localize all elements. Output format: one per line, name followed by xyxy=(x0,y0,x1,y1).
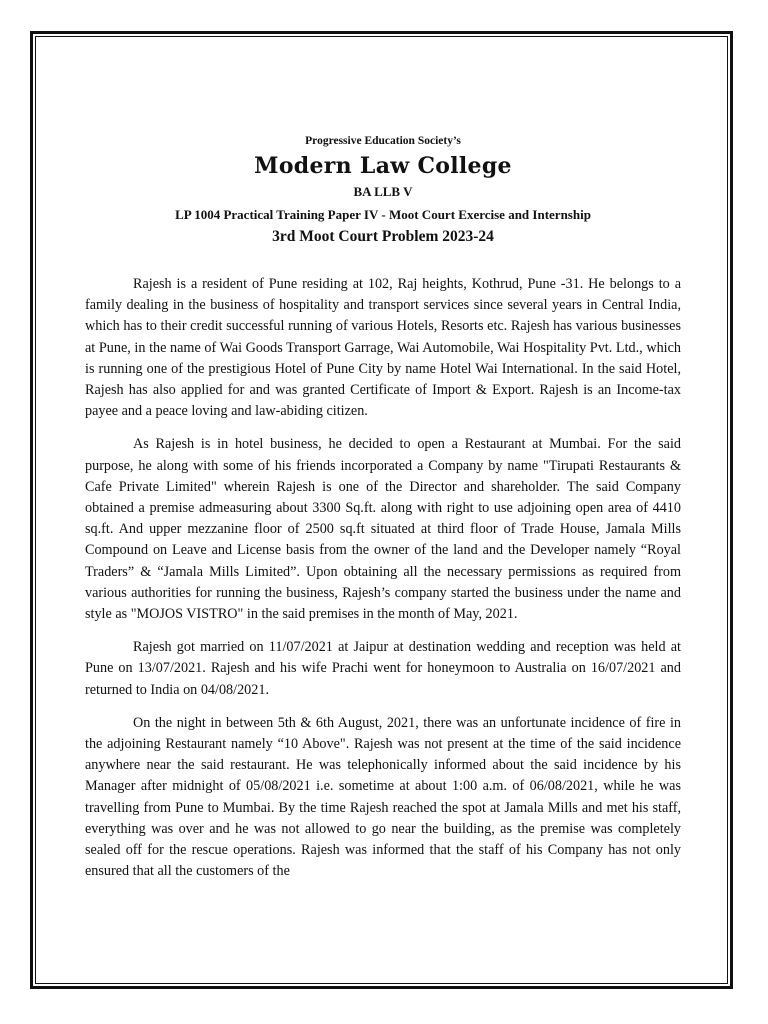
problem-title: 3rd Moot Court Problem 2023-24 xyxy=(272,228,494,245)
society-name: Progressive Education Society’s xyxy=(305,135,461,147)
document-header xyxy=(85,135,681,246)
paper-title: LP 1004 Practical Training Paper IV - Moot Court Exercise and Internship xyxy=(175,207,591,222)
document-content xyxy=(85,135,681,894)
paragraph-4: On the night in between 5th & 6th August, 2021, there was an unfortunate incidence of fire in the adjoining Restaurant namely “10 Above". Rajesh was not present at the time of the said incidence anywhere near the said restaurant. He was telephonically informed about the said incidence by his Manager after midnight of 05/08/2021 i.e. sometime at about 1:00 a.m. of 06/08/2021, while he was travelling from Pune to Mumbai. By the time Rajesh reached the spot at Jamala Mills and met his staff, everything was over and he was not allowed to go near the building, as the premise was completely sealed off for the rescue operations. Rajesh was informed that the staff of his Company has not only ensured that all the customers of the xyxy=(85,714,681,880)
course-name: BA LLB V xyxy=(353,184,413,199)
paragraph-3: Rajesh got married on 11/07/2021 at Jaipur at destination wedding and reception was held at Pune on 13/07/2021. Rajesh and his wife Prachi went for honeymoon to Australia on 16/07/2021 and returned to India on 04/08/2021. xyxy=(85,639,681,698)
body-text xyxy=(85,274,681,882)
paragraph-2: As Rajesh is in hotel business, he decided to open a Restaurant at Mumbai. For the said purpose, he along with some of his friends incorporated a Company by name "Tirupati Restaurants & Cafe Private Limited" wherein Rajesh is one of the Director and shareholder. The said Company obtained a premise admeasuring about 3300 Sq.ft. along with right to use adjoining open area of 4410 sq.ft. And upper mezzanine floor of 2500 sq.ft situated at third floor of Trade House, Jamala Mills Compound on Leave and License basis from the owner of the land and the Developer namely “Royal Traders” & “Jamala Mills Limited”. Upon obtaining all the necessary permissions as required from various authorities for running the business, Rajesh’s company started the business under the name and style as "MOJOS VISTRO" in the said premises in the month of May, 2021. xyxy=(85,436,681,623)
college-name: Modern Law College xyxy=(254,153,512,179)
paragraph-1: Rajesh is a resident of Pune residing at 102, Raj heights, Kothrud, Pune -31. He belongs to a family dealing in the business of hospitality and transport services since several years in Central India, which has to their credit successful running of various Hotels, Resorts etc. Rajesh has various businesses at Pune, in the name of Wai Goods Transport Garrage, Wai Automobile, Wai Hospitality Pvt. Ltd., which is running one of the prestigious Hotel of Pune City by name Hotel Wai International. In the said Hotel, Rajesh has also applied for and was granted Certificate of Import & Export. Rajesh is an Income-tax payee and a peace loving and law-abiding citizen. xyxy=(85,276,681,420)
